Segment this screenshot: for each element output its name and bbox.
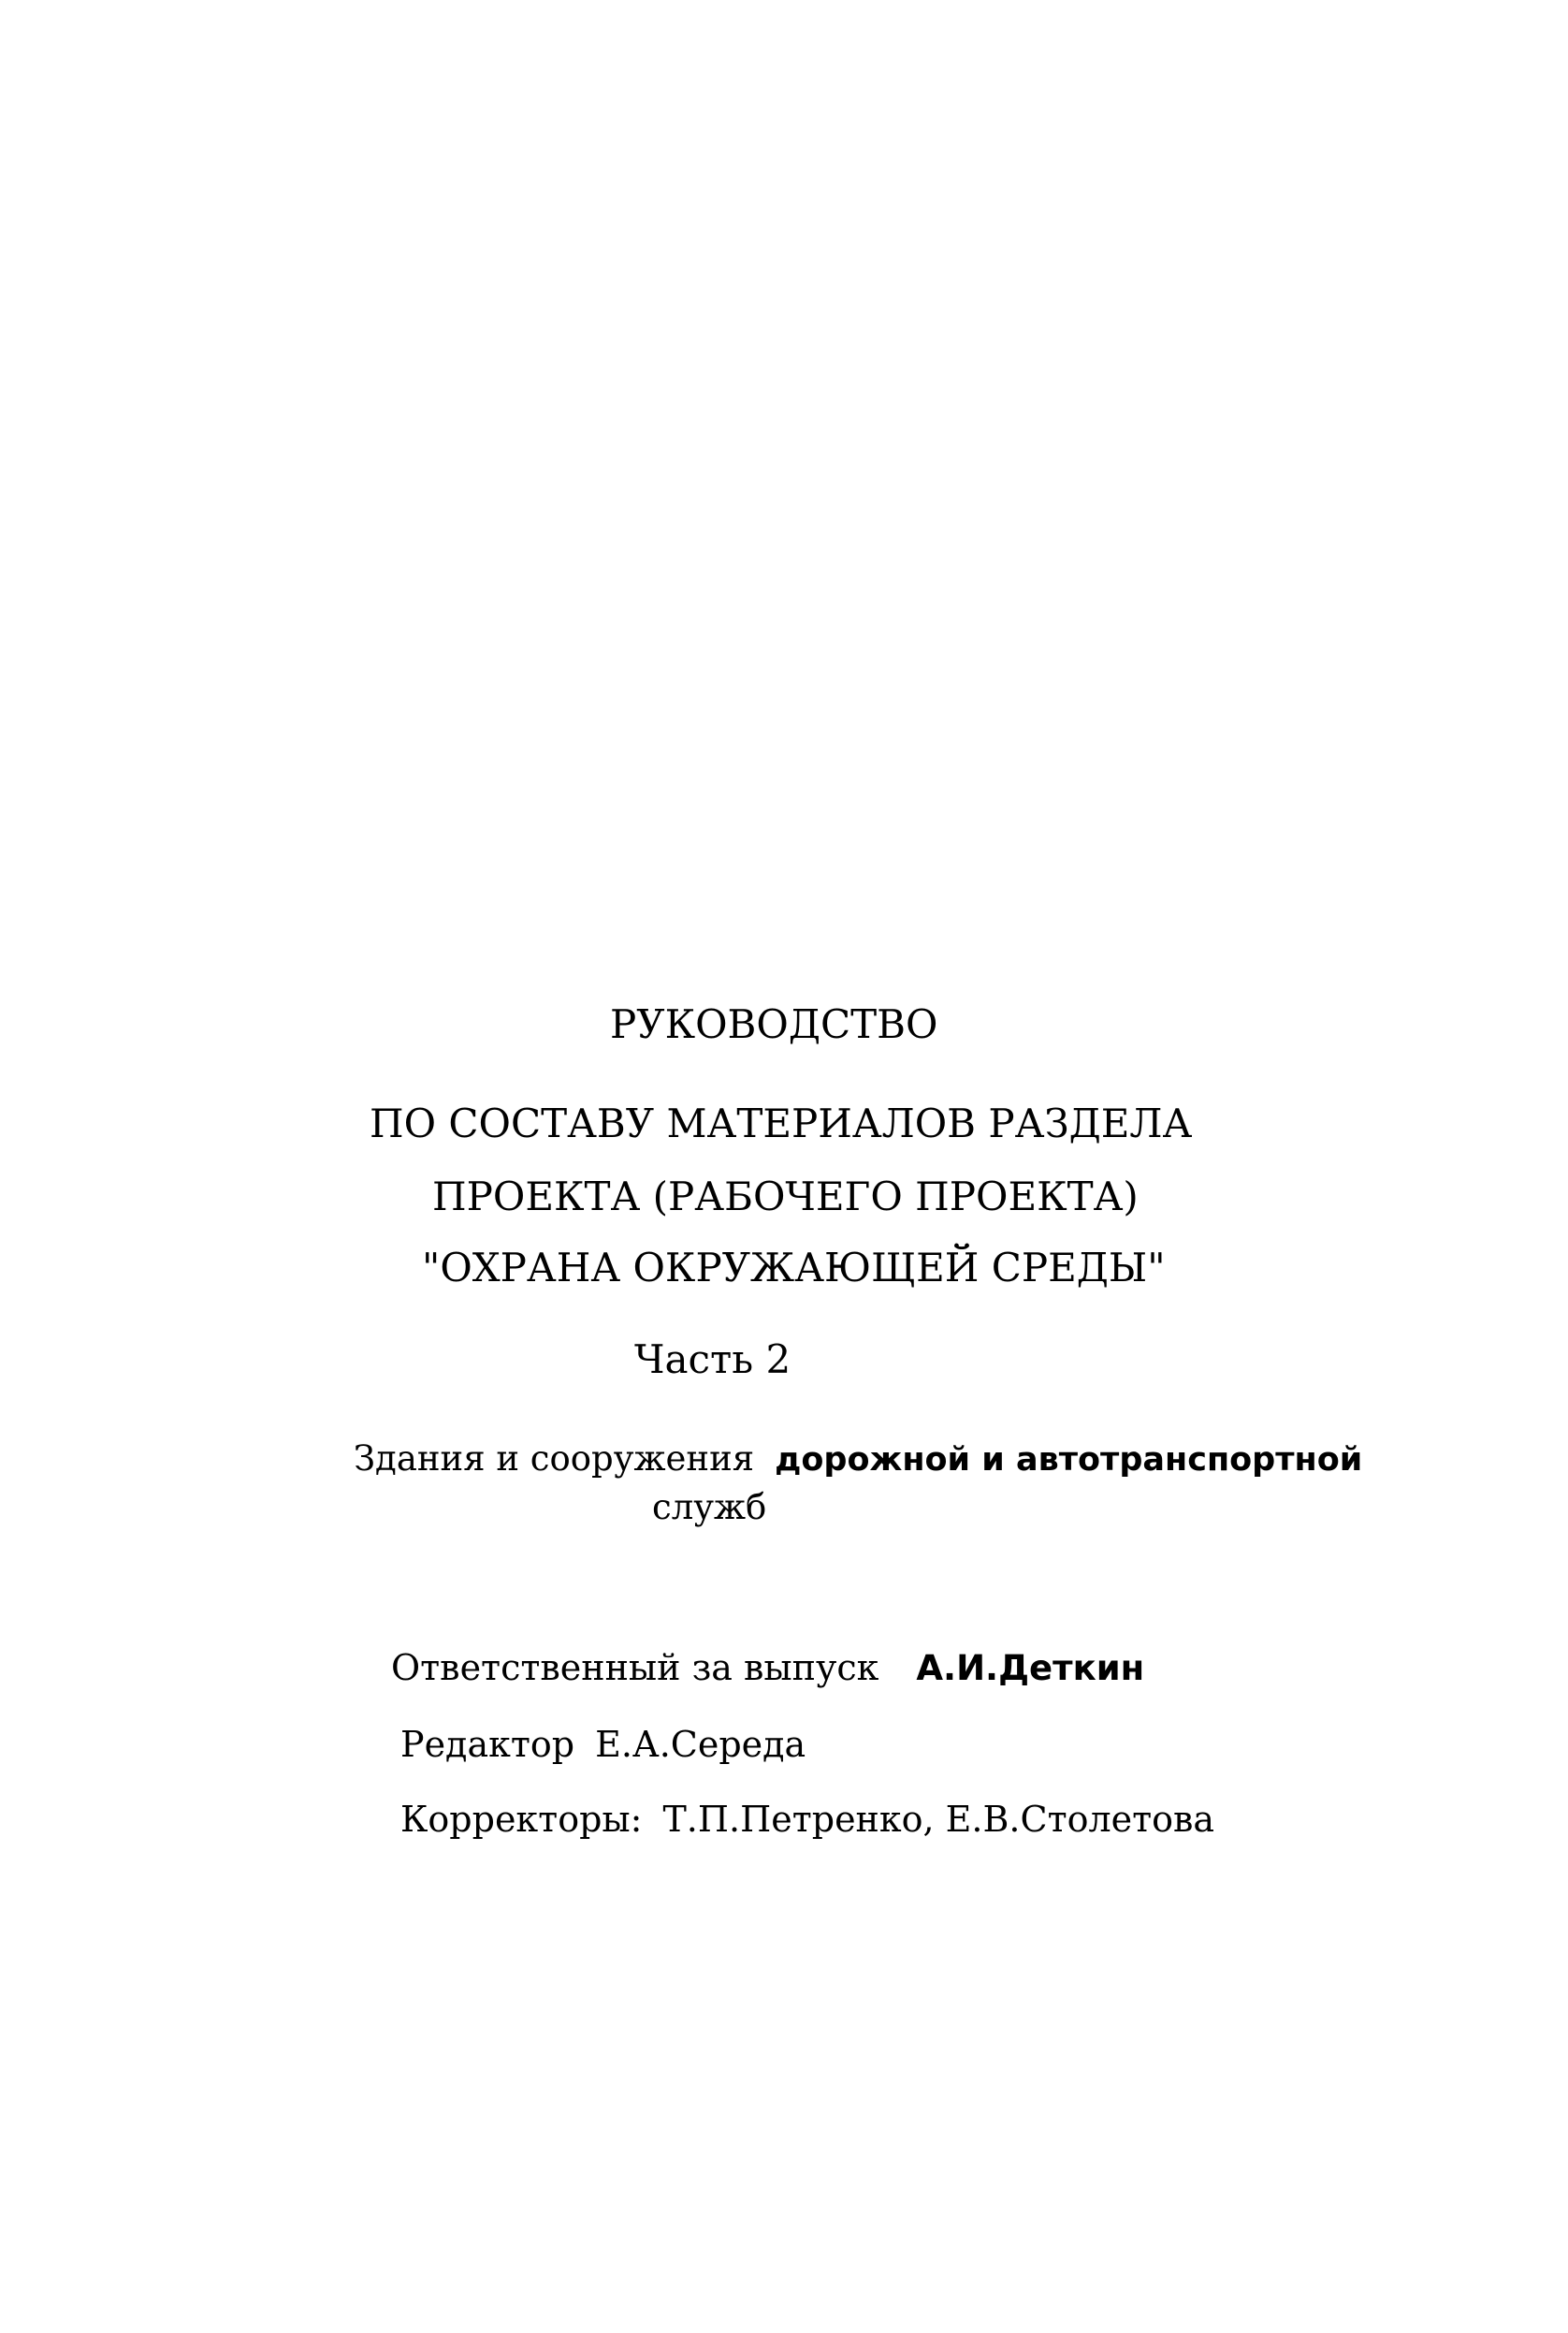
credit-responsible xyxy=(391,1647,1145,1688)
document-title: РУКОВОДСТВО xyxy=(610,1001,938,1047)
part-number: Часть 2 xyxy=(634,1336,791,1382)
title-line-1: ПО СОСТАВУ МАТЕРИАЛОВ РАЗДЕЛА xyxy=(370,1101,1193,1146)
credit-correctors xyxy=(400,1799,1215,1840)
responsible-name: А.И.Деткин xyxy=(916,1648,1145,1688)
subject-bold-text: дорожной и автотранспортной xyxy=(775,1441,1363,1479)
credit-editor xyxy=(400,1724,806,1765)
subject-line-1 xyxy=(354,1438,1363,1479)
editor-label: Редактор xyxy=(400,1724,575,1765)
responsible-label: Ответственный за выпуск xyxy=(391,1647,879,1688)
correctors-label: Корректоры: xyxy=(400,1799,643,1840)
subject-line-2: служб xyxy=(652,1487,767,1527)
correctors-names: Т.П.Петренко, Е.В.Столетова xyxy=(662,1799,1215,1840)
title-line-3: "ОХРАНА ОКРУЖАЮЩЕЙ СРЕДЫ" xyxy=(422,1245,1166,1290)
subject-regular-text: Здания и сооружения xyxy=(354,1438,755,1479)
title-line-2: ПРОЕКТА (РАБОЧЕГО ПРОЕКТА) xyxy=(432,1174,1139,1219)
editor-name: Е.А.Середа xyxy=(595,1724,806,1765)
